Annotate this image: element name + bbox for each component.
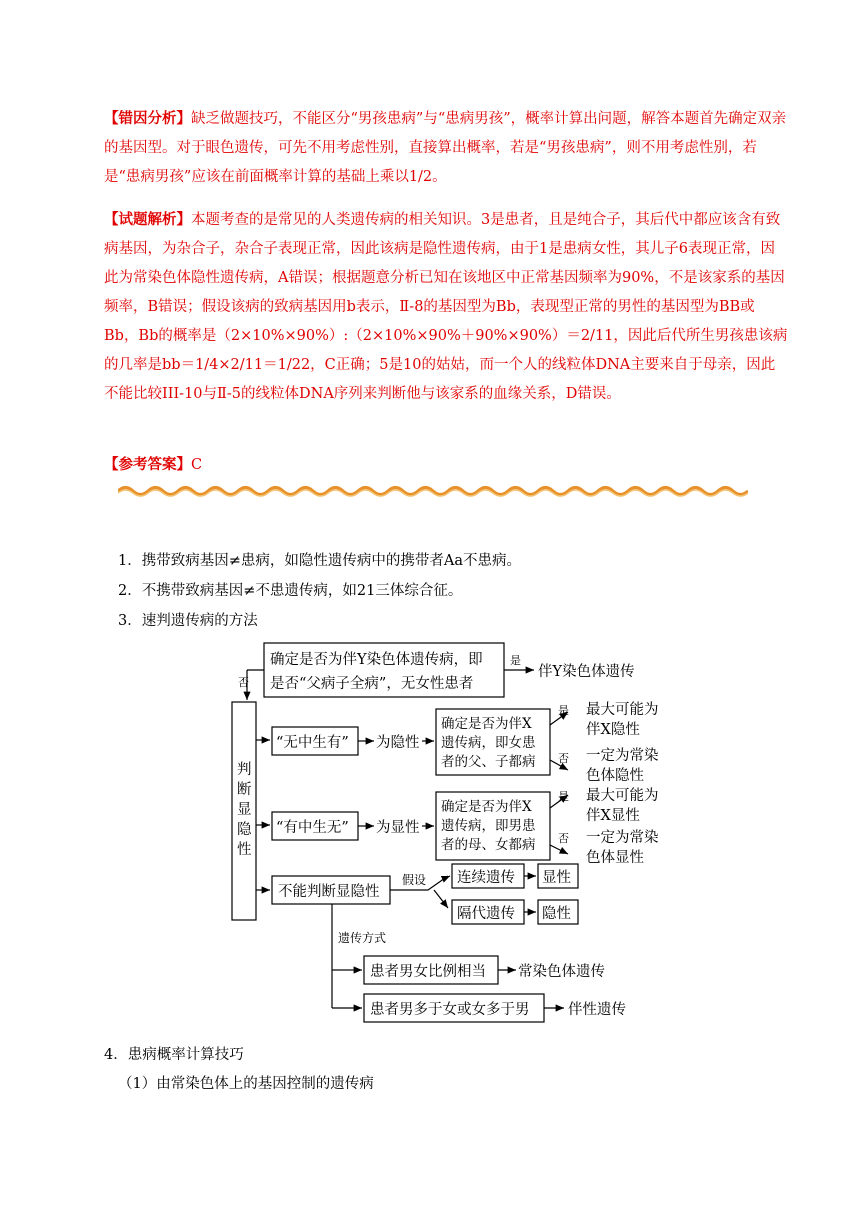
recessive-label: 为隐性 [376, 735, 420, 751]
dominant-short-label: 显性 [542, 870, 571, 886]
recessive-no-tag: 否 [558, 752, 569, 765]
top-yes: 是 [510, 654, 521, 667]
dominant-label: 为显性 [376, 820, 420, 836]
skipping-label: 隔代遗传 [457, 906, 515, 922]
genetic-disease-flowchart [220, 640, 680, 1030]
recessive-yes-2: 伴X隐性 [586, 722, 640, 738]
mode-label: 遗传方式 [338, 931, 387, 945]
dominant-yes-2: 伴X显性 [586, 808, 640, 824]
reference-answer [104, 450, 788, 480]
answer-tag: 【参考答案】 [104, 456, 191, 473]
recessive-short-label: 隐性 [542, 906, 571, 922]
undecided-label: 不能判断显隐性 [278, 884, 380, 900]
dominant-check-3: 者的母、女都病 [441, 837, 536, 853]
top-box-line2: 是否“父病子全病”，无女性患者 [270, 676, 474, 692]
dominant-no-1: 一定为常染 [586, 830, 659, 846]
judge-char-4: 隐 [237, 822, 252, 838]
point-2: 2．不携带致病基因≠不患遗传病，如21三体综合征。 [118, 583, 463, 599]
assume-label: 假设 [402, 873, 427, 887]
point-1: 1．携带致病基因≠患病，如隐性遗传病中的携带者Aa不患病。 [118, 553, 521, 569]
y-result: 伴Y染色体遗传 [538, 664, 635, 680]
wave-divider [118, 484, 748, 498]
unequal-result: 伴性遗传 [568, 1002, 626, 1018]
error-analysis [104, 104, 788, 192]
recessive-no-1: 一定为常染 [586, 748, 659, 764]
explanation-tag: 【试题解析】 [104, 211, 191, 228]
error-analysis-text: 缺乏做题技巧，不能区分“男孩患病”与“患病男孩”，概率计算出问题，解答本题首先确定双亲的基因型。对于眼色遗传，可先不用考虑性别，直接算出概率，若是“男孩患病”，则不用考虑性别，若是“患病男孩”应该在前面概率计算的基础上乘以1/2。 [104, 111, 787, 185]
dominant-check-2: 遗传病，即男患 [441, 818, 536, 834]
recessive-yes-1: 最大可能为 [586, 702, 659, 718]
judge-char-3: 显 [237, 802, 252, 818]
judge-char-2: 断 [237, 782, 252, 798]
recessive-box-label: “无中生有” [276, 735, 349, 751]
unequal-label: 患者男多于女或女多于男 [370, 1002, 530, 1018]
recessive-yes-tag: 是 [558, 704, 569, 717]
recessive-check-3: 者的父、子都病 [441, 754, 536, 770]
top-no: 否 [238, 676, 249, 689]
dominant-no-2: 色体显性 [586, 850, 644, 866]
equal-result: 常染色体遗传 [518, 964, 605, 980]
judge-char-5: 性 [237, 842, 252, 858]
explanation-text: 本题考查的是常见的人类遗传病的相关知识。3是患者，且是纯合子，其后代中都应该含有致病基因，为杂合子，杂合子表现正常，因此该病是隐性遗传病，由于1是患病女性，其儿子6表现正常，因此为常染色体隐性遗传病，A错误；根据题意分析已知在该地区中正常基因频率为90%，不是该家系的基因频率，B错误；假设该病的致病基因用b表示，Ⅱ-8的基因型为Bb，表现型正常的男性的基因型为BB或Bb，Bb的概率是（2×10%×90%）:（2×10%×90%＋90%×90%）＝2/11，因此后代所生男孩患该病的几率是bb＝1/4×2/11＝1/22，C正确；5是10的姑姑，而一个人的线粒体DNA主要来自于母亲，因此不能比较III-10与Ⅱ-5的线粒体DNA序列来判断他与该家系的血缘关系，D错误。 [104, 212, 788, 402]
recessive-check-1: 确定是否为伴X [441, 716, 532, 732]
point-4: 4．患病概率计算技巧 [104, 1047, 244, 1063]
continuous-label: 连续遗传 [457, 870, 515, 886]
answer-value: C [191, 457, 203, 473]
dominant-yes-1: 最大可能为 [586, 788, 659, 804]
point-4-1: （1）由常染色体上的基因控制的遗传病 [118, 1076, 374, 1092]
judge-char-1: 判 [237, 762, 252, 778]
dominant-check-1: 确定是否为伴X [441, 799, 532, 815]
question-explanation [104, 205, 788, 409]
recessive-no-2: 色体隐性 [586, 768, 644, 784]
point-3: 3．速判遗传病的方法 [118, 613, 258, 629]
recessive-check-2: 遗传病，即女患 [441, 735, 536, 751]
dominant-yes-tag: 是 [558, 790, 569, 803]
dominant-no-tag: 否 [558, 832, 569, 845]
equal-label: 患者男女比例相当 [370, 964, 486, 980]
error-analysis-tag: 【错因分析】 [104, 110, 191, 127]
dominant-box-label: “有中生无” [276, 820, 349, 836]
top-box-line1: 确定是否为伴Y染色体遗传病，即 [270, 652, 483, 668]
